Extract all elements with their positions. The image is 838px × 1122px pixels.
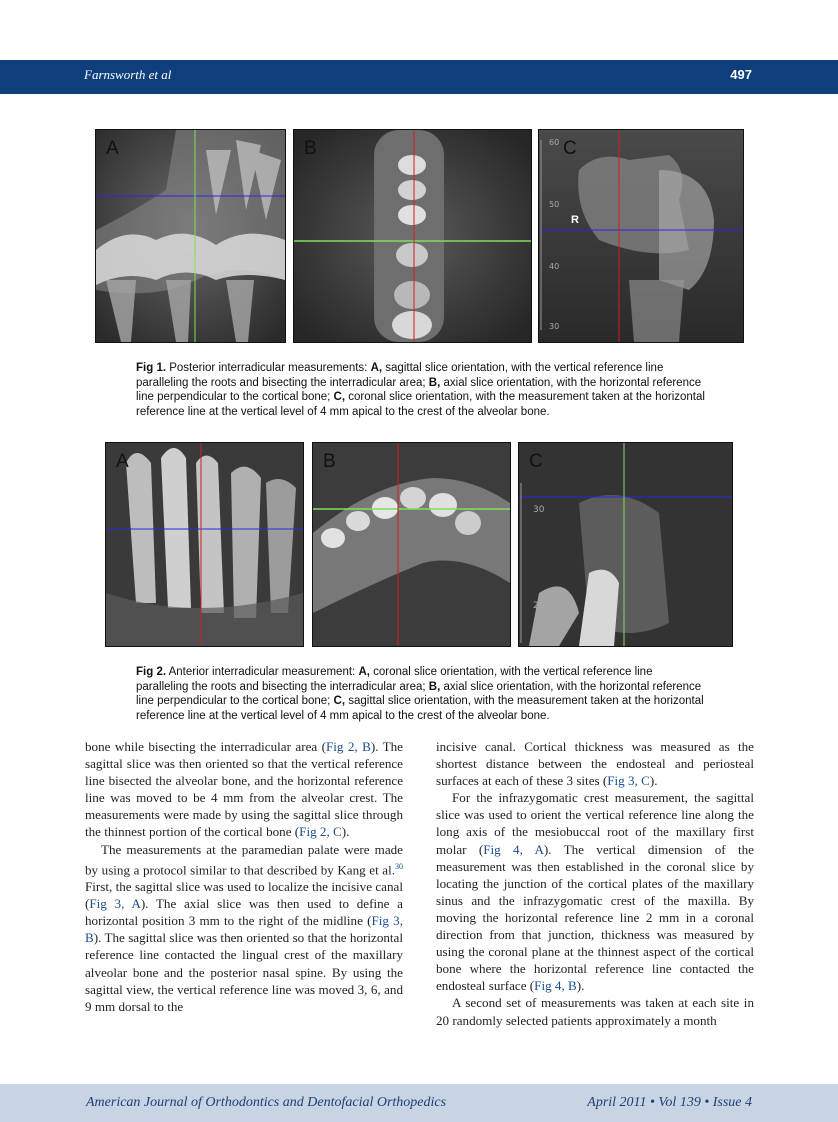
issue-info: April 2011 • Vol 139 • Issue 4 [587,1095,752,1110]
fig2-caption-b-label: B, [428,680,441,693]
body-paragraph: A second set of measurements was taken at each site in 20 randomly selected patients approximately a month [436,995,754,1028]
fig2-caption-a-label: A, [358,666,370,678]
fig1-caption-b-text: axial slice orientation, with the horizontal reference line perpendicular to the cortical bone; [136,376,702,403]
figure-ref-link[interactable]: Fig 2, C [299,824,342,840]
figure-ref-link[interactable]: Fig 3, B [85,913,403,946]
fig2-panel-b-label: B [323,451,336,472]
fig2-panel-c [518,442,733,647]
fig2-panel-a [105,442,304,647]
fig2-caption-b-text: axial slice orientation, with the horizontal reference line perpendicular to the cortical bone; [136,680,702,707]
fig1-ruler-tick: 50 [549,200,560,209]
fig2-caption-intro: Anterior interradicular measurement: [168,666,356,678]
fig1-caption-c-label: C, [333,391,346,403]
fig1-panel-b-image [294,130,531,342]
fig2-ruler-tick: 20 [533,601,545,611]
fig2-panel-c-image [519,443,732,646]
fig1-caption-intro: Posterior interradicular measurements: [169,362,368,374]
fig1-panel-b-label: B [304,138,317,159]
fig2-ruler-tick: 30 [533,505,545,515]
fig1-ruler-tick: 40 [549,262,560,271]
journal-name: American Journal of Orthodontics and Dentofacial Orthopedics [86,1095,447,1110]
figure-ref-link[interactable]: Fig 3, C [607,773,650,789]
fig1-ruler-tick: 60 [549,138,560,147]
fig1-caption-c-text: coronal slice orientation, with the measurement taken at the horizontal reference line at the vertical level of 4 mm apical to the crest of the alveolar bone. [136,391,705,418]
fig1-r-marker: R [571,214,579,226]
body-paragraph: For the infrazygomatic crest measurement, the sagittal slice was used to orient the vertical reference line along the long axis of the mesiobuccal root of the maxillary first molar (Fig 4, A). The vertical dimension of the measurement was then established in the coronal slice by locating the junction of the cortical plates of the maxillary sinus and the infrazygomatic crest of the maxilla. By moving the horizontal reference line 2 mm in a coronal direction from that junction, thickness was measured by using the coronal plane at the thinnest aspect of the cortical bone where the horizontal reference line contacted the endosteal surface (Fig 4, B). [436,790,754,994]
fig2-caption-c-label: C, [333,695,346,707]
fig2-panel-a-image [106,443,303,646]
fig1-caption-label: Fig 1. [136,362,167,374]
page-number: 497 [730,67,752,82]
figure-ref-link[interactable]: Fig 3, A [89,896,141,912]
fig1-panel-c-label: C [563,138,577,159]
body-column-left [85,738,403,1015]
figure-ref-link[interactable]: Fig 4, A [483,841,544,857]
fig1-panel-a [95,129,286,343]
fig1-caption-a-text: sagittal slice orientation, with the vertical reference line paralleling the roots and bisecting the interradicular area; [136,362,664,389]
fig2-caption [136,665,708,723]
figure-ref-link[interactable]: Fig 2, B [325,739,371,754]
fig2-panel-b-image [313,443,510,646]
fig1-caption [136,361,708,419]
fig1-caption-a-label: A, [370,362,383,374]
fig2-caption-c-text: sagittal slice orientation, with the measurement taken at the horizontal reference line at the vertical level of 4 mm apical to the crest of the alveolar bone. [136,695,704,722]
fig1-caption-b-label: B, [428,376,441,389]
fig2-panel-c-label: C [529,451,543,472]
fig1-panel-b [293,129,532,343]
fig1-panel-c [538,129,744,343]
body-paragraph: The measurements at the paramedian palate were made by using a protocol similar to that described by Kang et al.$^{30}$ First, the sagittal slice was used to localize the incisive canal (Fig 3, A). The axial slice was then used to define a horizontal position 3 mm to the right of the midline (Fig 3, B). The sagittal slice was then oriented so that the horizontal reference line contacted the lingual crest of the maxillary alveolar bone and the posterior nasal spine. By using the sagittal view, the vertical reference line was moved 3, 6, and 9 mm dorsal to the [85,841,403,1014]
fig2-panel-a-label: A [116,451,129,472]
fig1-panel-a-label: A [106,138,119,159]
running-footer [0,1084,838,1122]
body-paragraph: bone while bisecting the interradicular area (Fig 2, B). The sagittal slice was then oriented so that the vertical reference line bisected the alveolar bone, and the horizontal reference line was moved to be 4 mm from the alveolar crest. The measurements were made by using the sagittal slice through the thinnest portion of the cortical bone (Fig 2, C). [85,739,403,840]
fig1-ruler-tick: 30 [549,322,560,331]
fig2-panel-b [312,442,511,647]
fig1-panel-c-image [539,130,743,342]
running-header [0,60,838,94]
fig2-caption-a-text: coronal slice orientation, with the vertical reference line paralleling the roots and bisecting the interradicular area; [136,666,653,693]
body-paragraph: incisive canal. Cortical thickness was measured as the shortest distance between the endosteal and periosteal surfaces at each of these 3 sites (Fig 3, C). [436,739,754,789]
citation-ref-link[interactable]: 30 [395,861,403,871]
fig2-caption-label: Fig 2. [136,666,167,678]
body-column-right [436,738,754,1029]
fig1-panel-a-image [96,130,285,342]
running-author: Farnsworth et al [84,67,172,82]
figure-ref-link[interactable]: Fig 4, B [534,978,577,994]
